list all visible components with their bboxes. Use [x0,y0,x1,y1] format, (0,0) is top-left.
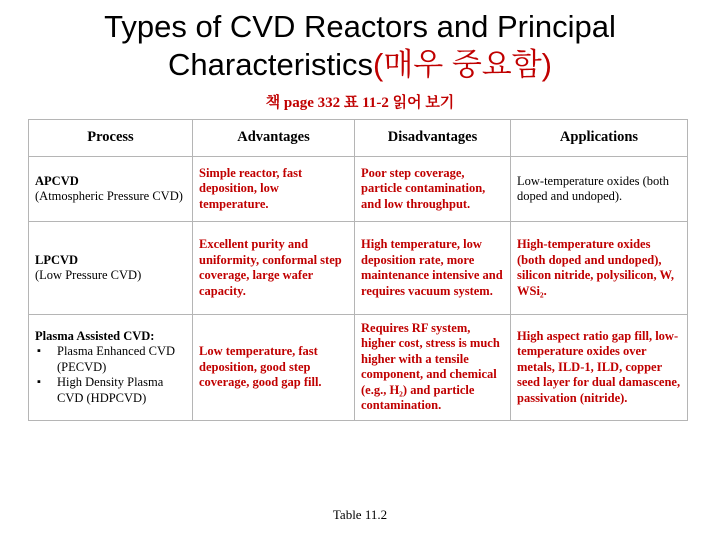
list-item: ▪ High Density Plasma CVD (HDPCVD) [57,375,186,406]
process-description: (Atmospheric Pressure CVD) [35,189,183,204]
table-header-row [29,120,688,157]
table-row-plasma-cvd [29,314,688,420]
advantages-cell: Excellent purity and uniformity, conformal step coverage, large wafer capacity. [193,222,355,314]
table-caption: Table 11.2 [332,507,388,522]
cvd-reactor-table [28,119,688,421]
advantages-cell: Simple reactor, fast deposition, low temperature. [193,157,355,222]
process-name: Plasma Assisted CVD: [35,328,155,343]
header-process: Process [29,120,193,157]
table-row-apcvd [29,157,688,222]
list-item: ▪ Plasma Enhanced CVD (PECVD) [57,344,186,375]
process-description: (Low Pressure CVD) [35,268,142,283]
header-disadvantages: Disadvantages [355,120,511,157]
title-line-1: Types of CVD Reactors and Principal [104,9,616,44]
process-subtype-list [35,344,186,406]
title-line-2-text: Characteristics [168,47,373,82]
table-row-lpcvd [29,222,688,314]
process-name: APCVD [35,173,79,188]
process-name: LPCVD [35,252,79,267]
disadvantages-cell: Requires RF system, higher cost, stress is much higher with a tensile component, and chemical (e.g., H₂) and particle contamination. [355,314,511,420]
process-cell [29,157,193,222]
disadvantages-cell: Poor step coverage, particle contamination, and low throughput. [355,157,511,222]
advantages-cell: Low temperature, fast deposition, good step coverage, good gap fill. [193,314,355,420]
applications-cell: High-temperature oxides (both doped and undoped), silicon nitride, polysilicon, W, WSi₂. [511,222,688,314]
process-cell [29,222,193,314]
subtitle-reference: 책 page 332 표 11-2 읽어 보기 [265,95,455,111]
title-emphasis: (매우 중요함) [373,47,552,82]
disadvantages-cell: High temperature, low deposition rate, more maintenance intensive and requires vacuum system. [355,222,511,314]
title-line-2 [0,46,720,84]
applications-cell: High aspect ratio gap fill, low-temperature oxides over metals, ILD-1, ILD, copper seed layer for dual damascene, passivation (nitride). [511,314,688,420]
slide-title [0,8,720,84]
process-cell [29,314,193,420]
applications-cell: Low-temperature oxides (both doped and undoped). [511,157,688,222]
header-applications: Applications [511,120,688,157]
header-advantages: Advantages [193,120,355,157]
